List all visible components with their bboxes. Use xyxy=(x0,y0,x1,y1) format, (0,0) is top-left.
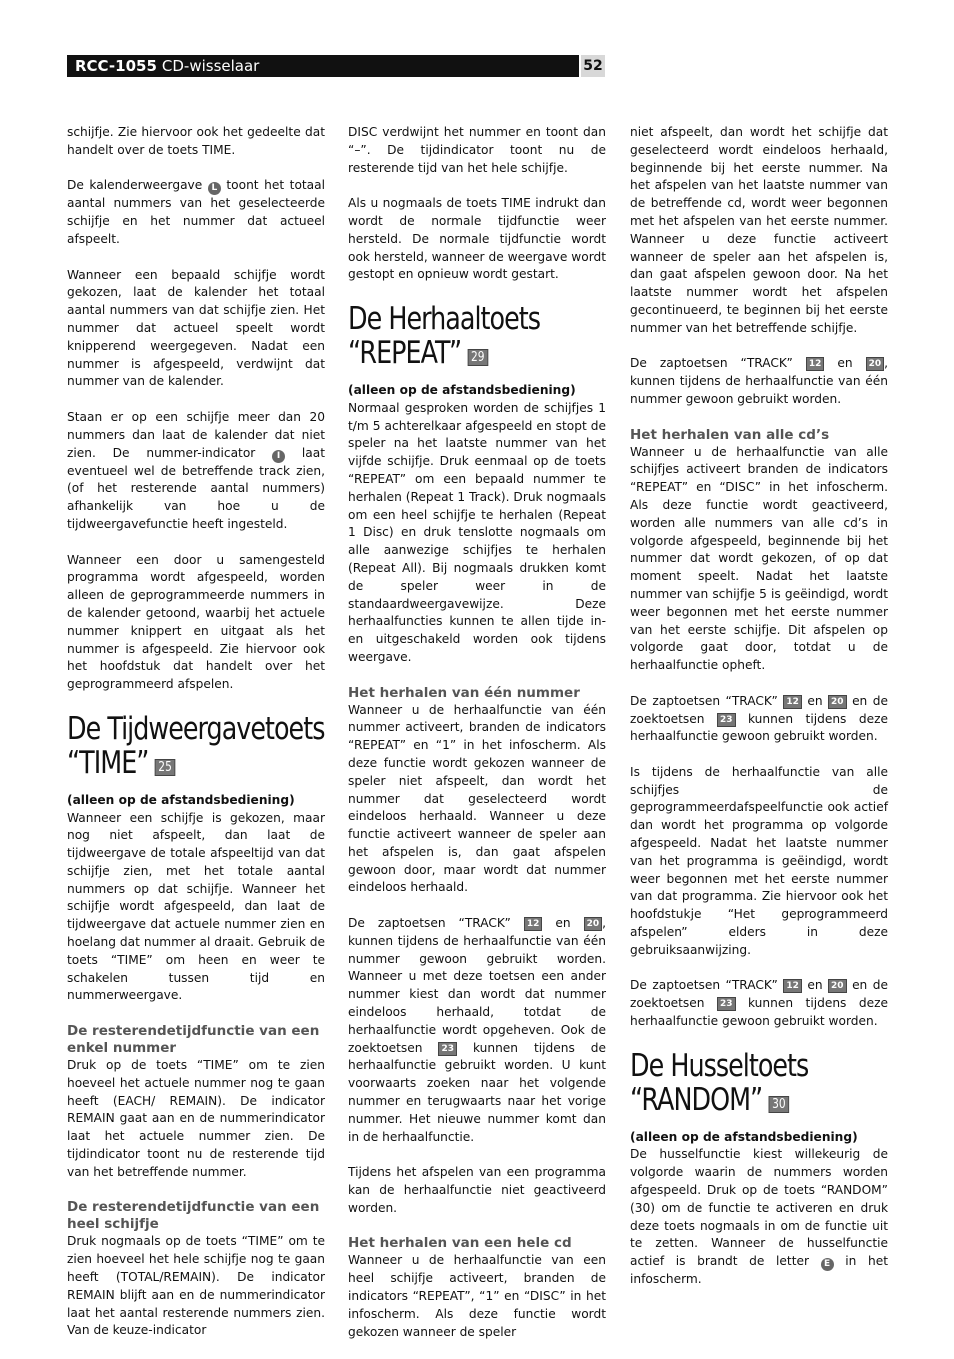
paragraph xyxy=(630,693,888,746)
text: en de zoektoetsen xyxy=(630,978,888,1011)
paragraph: Als u nogmaals de toets TIME indrukt dan wordt de normale tijdfunctie weer hersteld. De normale tijdfunctie wordt ook hersteld, wanneer de weergave wordt gestopt en opnieuw wordt gestart. xyxy=(348,196,606,282)
button-30-icon: 30 xyxy=(769,1096,789,1113)
paragraph: Wanneer u de herhaalfunctie van één nummer activeert, branden de indicators “REPEAT” en “1” in het infoscherm. Als deze functie wordt gekozen wanneer de speler niet afspeelt, dan wordt het nummer dat geselecteerd wordt eindeloos herhaald. Wanneer u deze functie activeert wanneer de speler aan het afspelen is, dan gaat afspelen gewoon door, maar wordt dat nummer eindeloos herhaald. xyxy=(348,702,606,895)
heading-line: De Husseltoets xyxy=(630,1047,809,1084)
paragraph xyxy=(630,355,888,408)
text: en xyxy=(837,356,853,371)
subheading: Het herhalen van alle cd’s xyxy=(630,426,830,443)
heading-line: “TIME” xyxy=(67,744,149,781)
paragraph: schijfje. Zie hiervoor ook het gedeelte dat handelt over de toets TIME. xyxy=(67,125,325,157)
text: en xyxy=(807,693,823,708)
paragraph: Wanneer een schijfje is gekozen, maar nog niet afspeelt, dan laat de tijdweergave de totale afspeeltijd van dat schijfje zien, met het totale aantal nummers op dat schijfje. Wanneer het schijfje wordt afgespeeld, dan laat de tijdweergave dat actuele nummer zien en hoelang dat nummer al draait. Gebruik de toets “TIME” om heen en weer te schakelen tussen tijd en nummerweergave. xyxy=(67,810,325,1003)
text: in het infoscherm. xyxy=(630,1254,888,1287)
button-12-icon: 12 xyxy=(524,917,543,931)
button-29-icon: 29 xyxy=(468,349,488,366)
text: kunnen tijdens de herhaalfunctie gebruikt worden. U kunt voorwaarts zoeken naar het volgende nummer en terugwaarts naar het vorige nummer. Het nieuwe nummer komt dan in de herhaalfunctie. xyxy=(348,1040,607,1144)
paragraph: Normaal gesproken worden de schijfjes 1 t/m 5 achterelkaar afgespeeld en stopt de speler na het laatste nummer van het vijfde schijfje. Druk eenmaal op de toets “REPEAT” om een bepaald nummer te herhalen (Repeat 1 Track). Druk nogmaals om een heel schijfje te herhalen (Repeat 1 Disc) en druk tenslotte nogmaals om alle aanwezige schijfjes te herhalen (Repeat All). Bij nogmaals drukken komt de speler weer in de standaardweergavewijze. Deze herhaalfuncties kunnen te allen tijde in- en uitgeschakeld worden ook tijdens weergave. xyxy=(348,400,606,664)
text: De zaptoetsen “TRACK” xyxy=(348,916,511,931)
page-header xyxy=(67,55,579,77)
paragraph: Druk op de toets “TIME” om te zien hoeveel het actuele nummer nog te gaan heeft (EACH/ REMAIN). De indicator REMAIN gaat aan en de nummerindicator laat het actuele nummer zien. De tijdindicator toont nu de resterende tijd van het betreffende nummer. xyxy=(67,1058,325,1179)
button-12-icon: 12 xyxy=(783,979,802,993)
paragraph: DISC verdwijnt het nummer en toont dan “–”. De tijdindicator toont nu de resterende tijd van het hele schijfje. xyxy=(348,125,606,175)
text: en xyxy=(555,916,571,931)
text: , kunnen tijdens de herhaalfunctie van één nummer gewoon gebruikt worden. Wanneer u met deze toetsen een ander nummer kiest dan wordt dat nummer eindeloos herhaald, totdat de herhaalfunctie wordt opgeheven. Ook de zoektoetsen xyxy=(348,916,607,1055)
paragraph: Druk nogmaals op de toets “TIME” om te zien hoeveel het hele schijfje nog te gaan heeft (TOTAL/REMAIN). De indicator REMAIN blijft aan en de nummerindicator laat het aantal resterende nummers zien. Van de keuze-indicator xyxy=(67,1234,325,1338)
model-name: RCC-1055 xyxy=(75,57,157,75)
paragraph: Wanneer u de herhaalfunctie van alle schijfjes activeert branden de indicators “REPEAT” en “DISC” in het infoscherm. Als deze functie wordt geactiveerd, worden alle nummers van alle cd’s in volgorde afgespeeld, beginnende bij het nummer dat wordt gekozen, of op dat moment speelt. Nadat het laatste nummer van schijfje 5 is geëindigd, wordt weer begonnen met het eerste nummer van het eerste schijfje. Dit afspelen op volgorde gaat door, totdat u de herhaalfunctie opheft. xyxy=(630,444,888,673)
text: , kunnen tijdens de herhaalfunctie van één nummer gewoon gebruikt worden. xyxy=(630,356,889,406)
paragraph: niet afspeelt, dan wordt het schijfje dat geselecteerd wordt eindeloos herhaald, beginnende bij het eerste nummer. Na het afspelen van het laatste nummer van de betreffende cd, wordt weer begonnen met het afspelen van het eerste nummer. Wanneer u deze functie activeert wanneer de speler aan het afspelen is, dan gaat afspelen gewoon door. Na het laatste nummer wordt het afspelen gecontinueerd, te beginnen bij het eerste nummer van het betreffende schijfje. xyxy=(630,125,888,335)
text: De zaptoetsen “TRACK” xyxy=(630,693,778,708)
text: en de zoektoetsen xyxy=(630,693,888,726)
button-25-icon: 25 xyxy=(155,759,175,776)
heading-line: De Tijdweergavetoets xyxy=(67,710,325,747)
button-23-icon: 23 xyxy=(717,713,736,727)
paragraph xyxy=(67,177,325,248)
section-heading-time xyxy=(67,710,325,781)
button-20-icon: 20 xyxy=(828,979,847,993)
button-23-icon: 23 xyxy=(438,1042,457,1056)
subheading: Het herhalen van één nummer xyxy=(348,684,580,701)
subheading: De resterendetijdfunctie van een heel schijfje xyxy=(67,1199,320,1233)
button-12-icon: 12 xyxy=(806,357,825,371)
remote-note: (alleen op de afstandsbediening) xyxy=(67,792,295,807)
indicator-e-icon: E xyxy=(821,1258,834,1271)
text: De kalenderweergave xyxy=(67,178,203,193)
text: De zaptoetsen “TRACK” xyxy=(630,978,778,993)
subheading: Het herhalen van een hele cd xyxy=(348,1235,572,1252)
indicator-l-icon: L xyxy=(208,182,221,195)
button-12-icon: 12 xyxy=(783,695,802,709)
heading-line: “REPEAT” xyxy=(348,334,462,371)
subheading: De resterendetijdfunctie van een enkel nummer xyxy=(67,1023,320,1057)
paragraph xyxy=(630,977,888,1030)
text: toont het totaal aantal nummers van het geselecteerde schijfje en het nummer dat actueel afspeelt. xyxy=(67,178,325,246)
text: en xyxy=(807,978,823,993)
paragraph: Is tijdens de herhaalfunctie van alle schijfjes de geprogrammeerdafspeelfunctie ook actief dan wordt het programma op volgorde afgespeeld. Nadat het laatste nummer van het programma is geëindigd, wordt weer begonnen met het eerste nummer van dat programma. Zie hiervoor ook het hoofdstukje “Het geprogrammeerd afspelen” elders in deze gebruiksaanwijzing. xyxy=(630,764,888,957)
remote-note: (alleen op de afstandsbediening) xyxy=(630,1129,858,1144)
text: Staan er op een schijfje meer dan 20 nummers dan laat de kalender dat niet zien. De nummer-indicator xyxy=(67,409,325,460)
section-heading-repeat xyxy=(348,302,560,370)
section-heading-random xyxy=(630,1049,842,1117)
paragraph: Tijdens het afspelen van een programma kan de herhaalfunctie niet geactiveerd worden. xyxy=(348,1165,606,1215)
text: laat eventueel wel de betreffende track zien, (of het resterende aantal nummers) afhankelijk van hoe u de tijdweergavefunctie heeft ingesteld. xyxy=(67,445,326,531)
remote-note: (alleen op de afstandsbediening) xyxy=(348,382,576,397)
page-number: 52 xyxy=(581,55,605,77)
paragraph: Wanneer een door u samengesteld programma wordt afgespeeld, worden alleen de geprogrammeerde nummers in de kalender getoond, waarbij het actuele nummer knippert en uitgaat als het nummer is afgespeeld. Zie hiervoor ook het hoofdstuk dat handelt over het geprogrammeerd afspelen. xyxy=(67,552,325,692)
text: De zaptoetsen “TRACK” xyxy=(630,356,793,371)
heading-line: “RANDOM” xyxy=(630,1081,763,1118)
header-subtitle: CD-wisselaar xyxy=(161,57,260,75)
button-20-icon: 20 xyxy=(584,917,603,931)
paragraph xyxy=(67,409,325,534)
heading-line: De Herhaaltoets xyxy=(348,300,540,337)
button-23-icon: 23 xyxy=(717,997,736,1011)
text: De husselfunctie kiest willekeurig de volgorde waarin de nummers worden afgespeeld. Druk op de toets “RANDOM” (30) om de functie te activeren en druk deze toets nogmaals in om de functie uit te zetten. Wanneer de husselfunctie actief is brandt de letter xyxy=(630,1147,888,1269)
button-20-icon: 20 xyxy=(866,357,885,371)
indicator-i-icon: I xyxy=(272,450,285,463)
column-2 xyxy=(348,124,606,1359)
paragraph: Wanneer u de herhaalfunctie van een heel schijfje activeert, branden de indicators “REPEAT”, “1” en “DISC” in het infoscherm. Als deze functie wordt gekozen wanneer de speler xyxy=(348,1253,606,1339)
paragraph: Wanneer een bepaald schijfje wordt gekozen, laat de kalender het totaal aantal nummers van dat schijfje zien. Het nummer dat actueel speelt wordt knipperend weergegeven. Nadat een nummer is afgespeeld, verdwijnt dat nummer van de kalender. xyxy=(67,267,325,389)
column-3 xyxy=(630,124,888,1307)
paragraph xyxy=(348,915,606,1146)
text: kunnen tijdens deze herhaalfunctie gewoon gebruikt worden. xyxy=(630,711,889,744)
button-20-icon: 20 xyxy=(828,695,847,709)
column-1 xyxy=(67,124,325,1358)
text: kunnen tijdens deze herhaalfunctie gewoon gebruikt worden. xyxy=(630,996,889,1029)
paragraph xyxy=(630,1146,888,1289)
